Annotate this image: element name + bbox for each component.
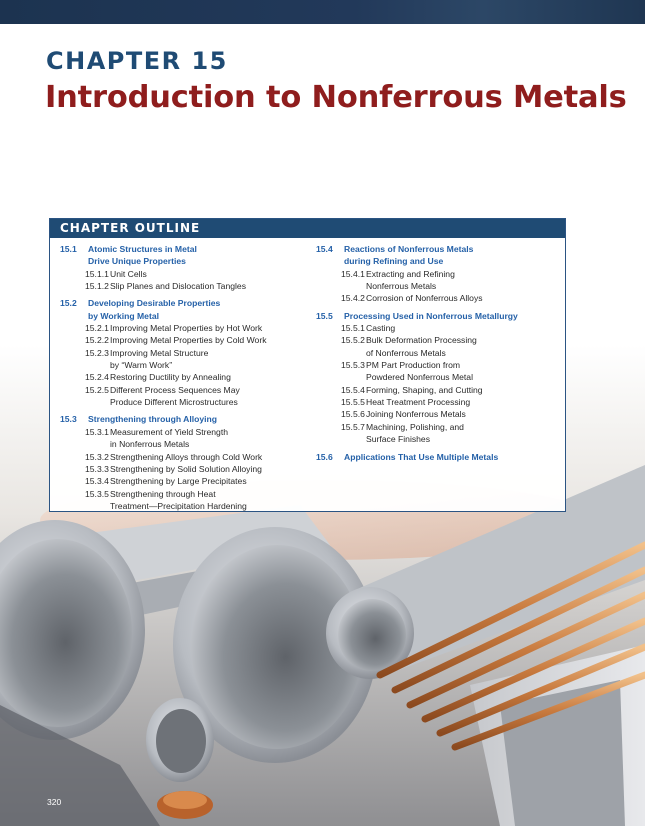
- outline-entry-number: 15.5: [316, 310, 333, 321]
- outline-subsection: [60, 451, 310, 463]
- outline-subsection: [60, 475, 310, 487]
- outline-entry-text: Bulk Deformation Processing: [366, 335, 477, 346]
- outline-entry-text: Strengthening Alloys through Cold Work: [110, 451, 263, 462]
- outline-section: [316, 310, 561, 322]
- outline-entry-text: Processing Used in Nonferrous Metallurgy: [344, 310, 518, 321]
- outline-subsection: [316, 396, 561, 408]
- outline-entry-number: 15.2.3: [85, 347, 109, 358]
- outline-entry-text: Produce Different Microstructures: [110, 397, 238, 408]
- outline-entry-number: 15.2: [60, 298, 77, 309]
- outline-entry-text: in Nonferrous Metals: [110, 439, 190, 450]
- outline-subsection: [316, 421, 561, 446]
- outline-subsection: [316, 292, 561, 304]
- outline-entry-number: 15.1.1: [85, 268, 109, 279]
- outline-entry-text: by “Warm Work”: [110, 360, 173, 371]
- outline-section: [60, 243, 310, 268]
- outline-subsection: [316, 384, 561, 396]
- outline-entry-text: Improving Metal Structure: [110, 347, 209, 358]
- chapter-title: Introduction to Nonferrous Metals: [45, 80, 627, 115]
- outline-heading: CHAPTER OUTLINE: [50, 219, 565, 238]
- outline-entry-text: Corrosion of Nonferrous Alloys: [366, 293, 483, 304]
- outline-entry-number: 15.2.5: [85, 384, 109, 395]
- outline-entry-number: 15.1.2: [85, 281, 109, 292]
- outline-entry-number: 15.5.5: [341, 397, 365, 408]
- outline-section: [60, 297, 310, 322]
- outline-subsection: [60, 322, 310, 334]
- outline-entry-number: 15.4: [316, 244, 333, 254]
- outline-subsection: [60, 280, 310, 292]
- outline-entry-text: Powdered Nonferrous Metal: [366, 372, 473, 383]
- outline-section: [60, 413, 310, 425]
- outline-entry-text: by Working Metal: [88, 310, 159, 321]
- outline-subsection: [60, 334, 310, 346]
- chapter-outline-box: [49, 218, 566, 512]
- outline-entry-text: Measurement of Yield Strength: [110, 426, 228, 437]
- outline-subsection: [316, 268, 561, 293]
- outline-subsection: [316, 359, 561, 384]
- outline-entry-number: 15.5.6: [341, 409, 365, 420]
- outline-entry-text: Strengthening through Alloying: [88, 414, 218, 425]
- outline-left-column: [60, 243, 310, 512]
- outline-entry-text: Developing Desirable Properties: [88, 298, 221, 309]
- outline-entry-text: Drive Unique Properties: [88, 256, 186, 267]
- outline-entry-number: 15.5.1: [341, 323, 365, 334]
- outline-section: [316, 243, 561, 268]
- outline-entry-text: Different Process Sequences May: [110, 384, 240, 395]
- outline-subsection: [316, 408, 561, 420]
- outline-subsection: [316, 334, 561, 359]
- outline-subsection: [60, 371, 310, 383]
- outline-entry-text: Unit Cells: [110, 268, 147, 279]
- outline-subsection: [60, 347, 310, 372]
- outline-entry-number: 15.5.7: [341, 421, 365, 432]
- outline-entry-number: 15.3.4: [85, 476, 109, 487]
- outline-entry-number: 15.5.2: [341, 335, 365, 346]
- outline-subsection: [316, 322, 561, 334]
- outline-entry-text: Improving Metal Properties by Hot Work: [110, 323, 263, 334]
- outline-entry-text: Casting: [366, 323, 396, 334]
- outline-entry-text: Nonferrous Metals: [366, 281, 437, 292]
- chapter-number: CHAPTER 15: [46, 47, 228, 75]
- outline-entry-text: Heat Treatment Processing: [366, 397, 471, 408]
- outline-entry-number: 15.3: [60, 414, 77, 425]
- outline-entry-number: 15.5.3: [341, 360, 365, 371]
- outline-entry-number: 15.3.3: [85, 463, 109, 474]
- outline-subsection: [60, 463, 310, 475]
- outline-entry-number: 15.6: [316, 451, 333, 462]
- outline-entry-number: 15.2.4: [85, 372, 109, 383]
- outline-entry-number: 15.3.1: [85, 426, 109, 437]
- page-number: 320: [47, 797, 62, 807]
- outline-entry-text: Atomic Structures in Metal: [88, 244, 197, 254]
- outline-entry-text: Slip Planes and Dislocation Tangles: [110, 281, 246, 292]
- outline-entry-text: Strengthening by Large Precipitates: [110, 476, 247, 487]
- outline-entry-number: 15.2.2: [85, 335, 109, 346]
- outline-entry-text: Improving Metal Properties by Cold Work: [110, 335, 267, 346]
- outline-subsection: [60, 426, 310, 451]
- outline-entry-number: 15.4.1: [341, 268, 365, 279]
- outline-entry-text: Machining, Polishing, and: [366, 421, 464, 432]
- outline-entry-number: 15.3.5: [85, 488, 109, 499]
- outline-entry-text: Forming, Shaping, and Cutting: [366, 384, 483, 395]
- outline-entry-text: PM Part Production from: [366, 360, 461, 371]
- outline-subsection: [60, 488, 310, 513]
- outline-entry-text: Joining Nonferrous Metals: [366, 409, 466, 420]
- outline-entry-text: Applications That Use Multiple Metals: [344, 451, 499, 462]
- outline-subsection: [60, 384, 310, 409]
- outline-right-column: [316, 243, 561, 463]
- outline-entry-number: 15.2.1: [85, 323, 109, 334]
- outline-subsection: [60, 268, 310, 280]
- outline-entry-number: 15.3.2: [85, 451, 109, 462]
- top-banner: [0, 0, 645, 24]
- outline-entry-text: of Nonferrous Metals: [366, 347, 446, 358]
- outline-entry-text: Strengthening by Solid Solution Alloying: [110, 463, 262, 474]
- outline-section: [316, 451, 561, 463]
- outline-entry-text: Reactions of Nonferrous Metals: [344, 244, 474, 254]
- outline-entry-number: 15.5.4: [341, 384, 365, 395]
- outline-entry-text: Extracting and Refining: [366, 268, 455, 279]
- outline-entry-number: 15.1: [60, 244, 77, 254]
- outline-entry-number: 15.4.2: [341, 293, 365, 304]
- outline-entry-text: Restoring Ductility by Annealing: [110, 372, 231, 383]
- outline-entry-text: Strengthening through Heat: [110, 488, 216, 499]
- outline-entry-text: Treatment—Precipitation Hardening: [110, 500, 247, 511]
- outline-entry-text: during Refining and Use: [344, 256, 444, 267]
- outline-entry-text: Surface Finishes: [366, 434, 431, 445]
